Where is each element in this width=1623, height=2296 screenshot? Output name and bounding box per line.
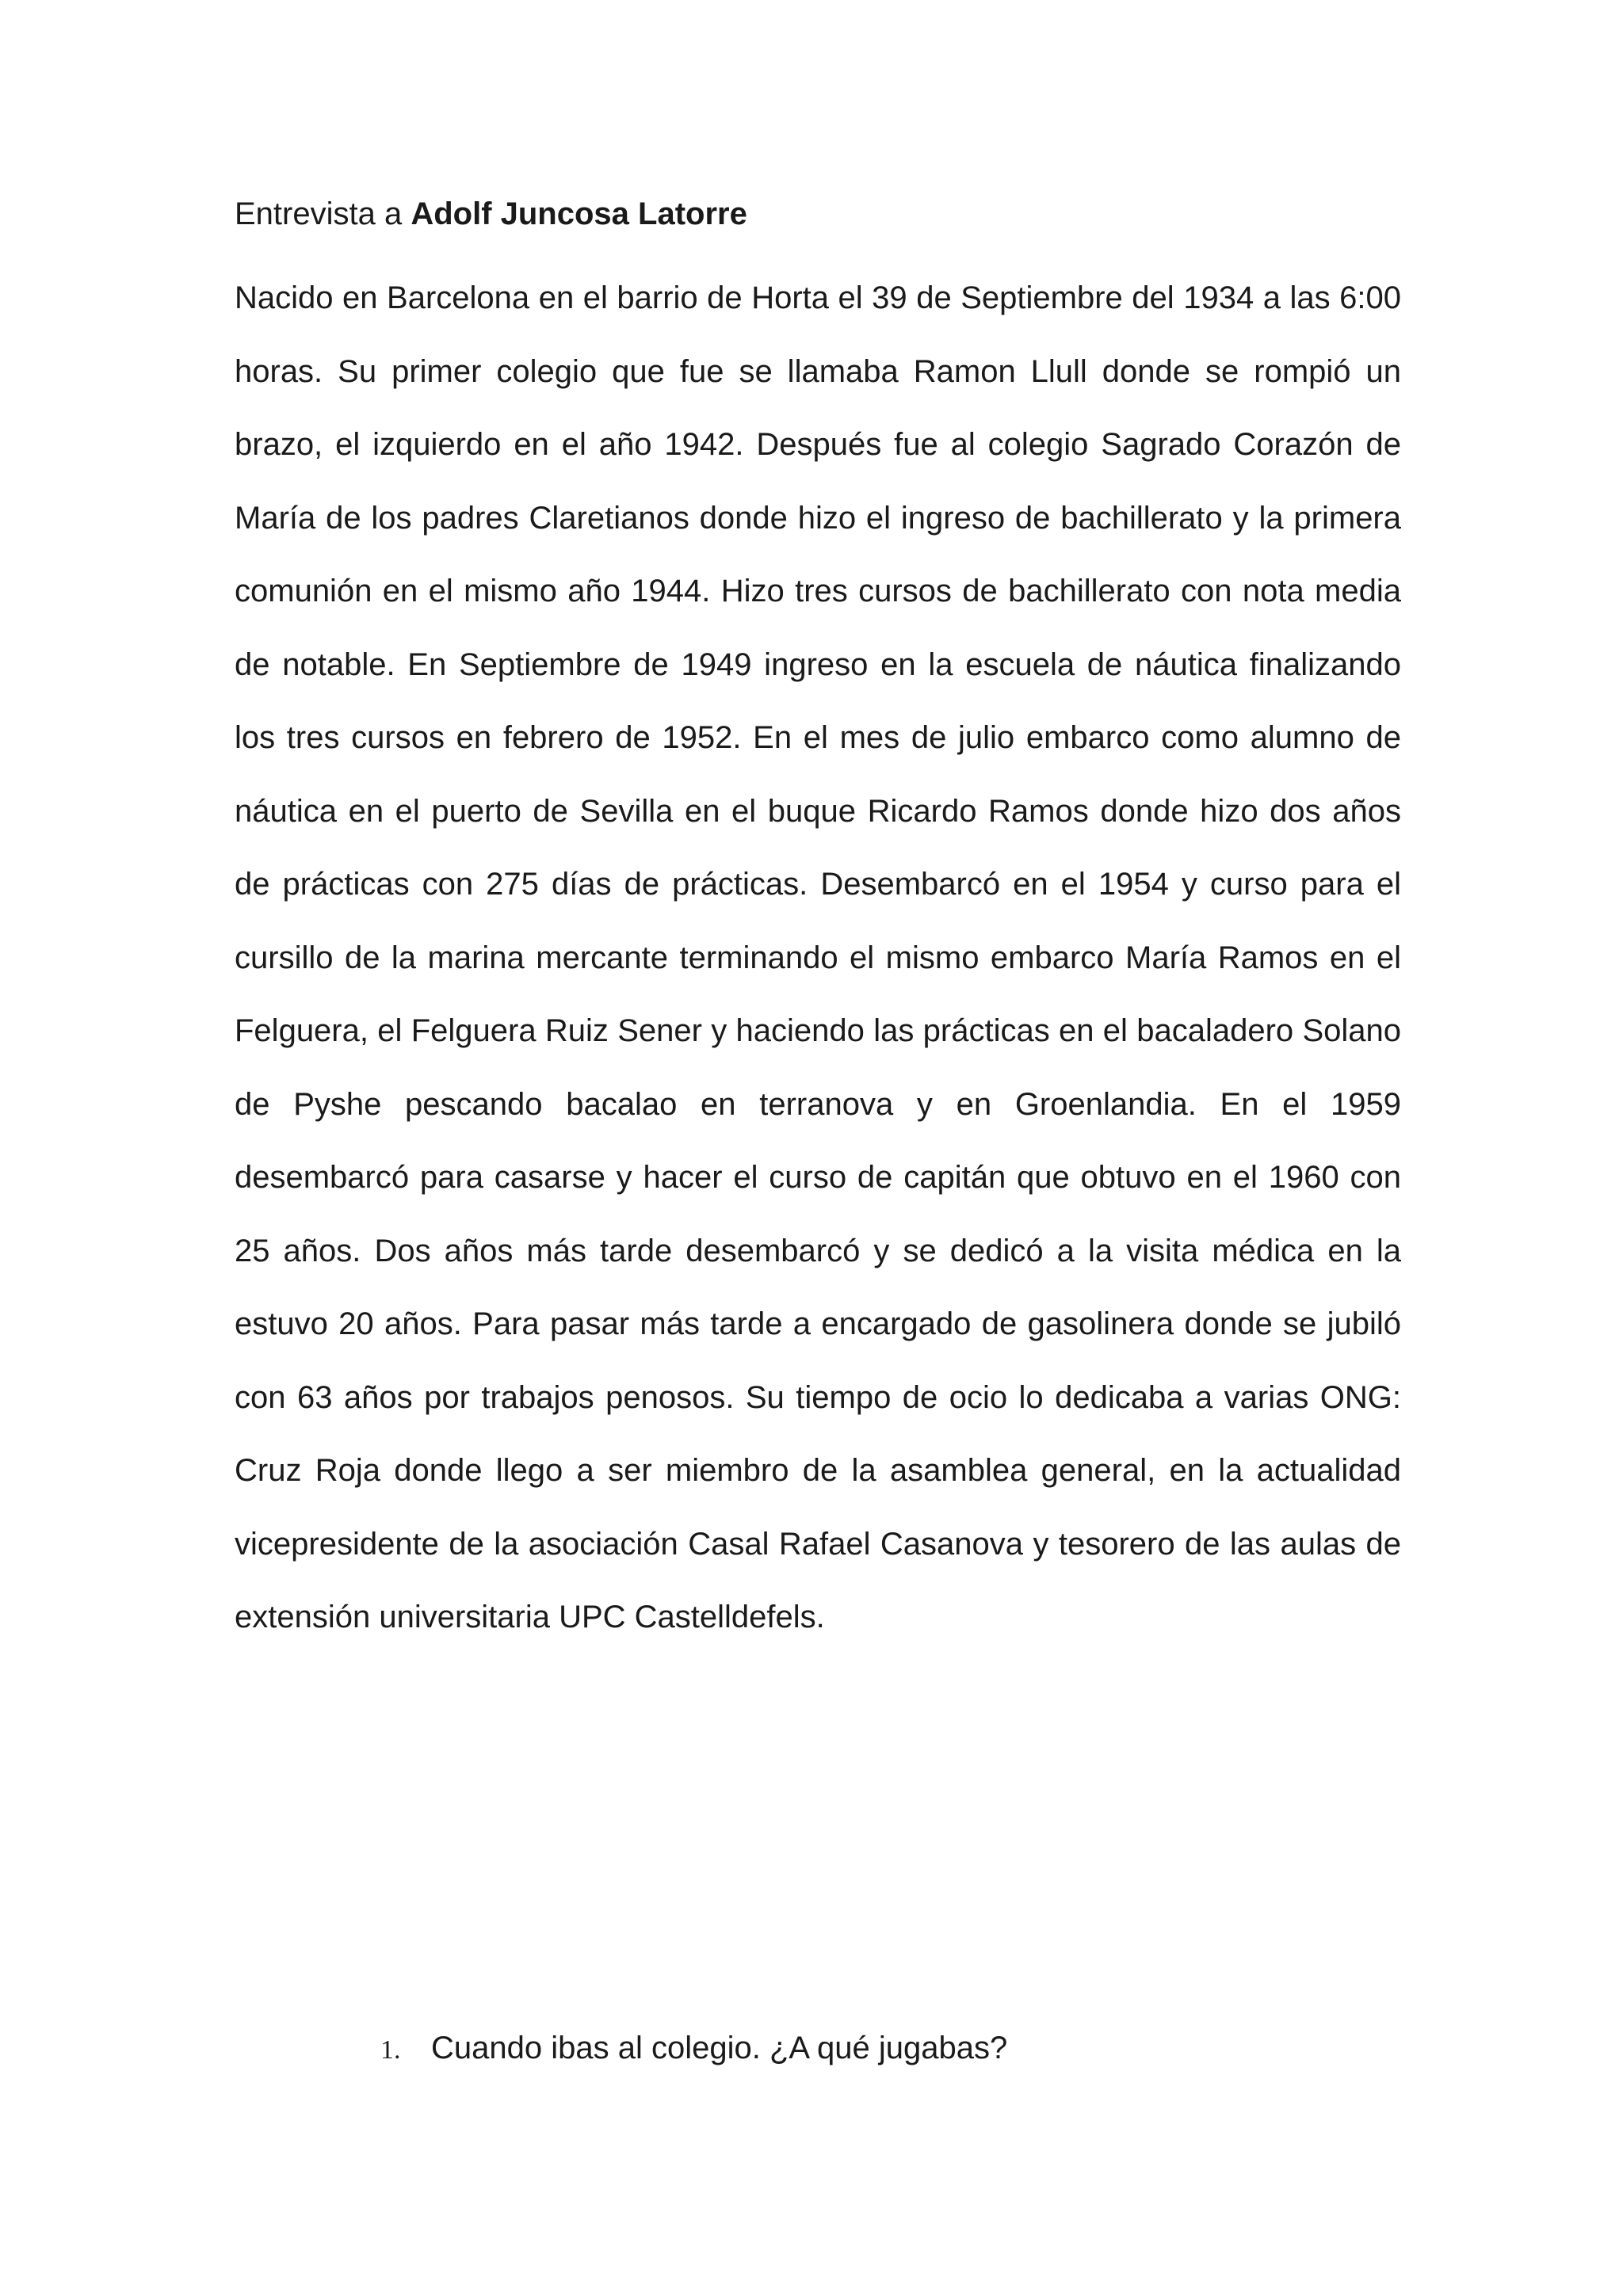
biography-paragraph: Nacido en Barcelona en el barrio de Horta el 39 de Septiembre del 1934 a las 6:00 horas. Su primer colegio que fue se llamaba Ramon Llull donde se rompió un brazo, el izquierdo en el año 1942. Después fue al colegio Sagrado Corazón de María de los padres Claretianos donde hizo el ingreso de bachillerato y la primera comunión en el mismo año 1944. Hizo tres cursos de bachillerato con nota media de notable. En Septiembre de 1949 ingreso en la escuela de náutica finalizando los tres cursos en febrero de 1952. En el mes de julio embarco como alumno de náutica en el puerto de Sevilla en el buque Ricardo Ramos donde hizo dos años de prácticas con 275 días de prácticas. Desembarcó en el 1954 y curso para el cursillo de la marina mercante terminando el mismo embarco María Ramos en el Felguera, el Felguera Ruiz Sener y haciendo las prácticas en el bacaladero Solano de Pyshe pescando bacalao en terranova y en Groenlandia. En el 1959 desembarcó para casarse y hacer el curso de capitán que obtuvo en el 1960 con 25 años. Dos años más tarde desembarcó y se dedicó a la visita médica en la estuvo 20 años. Para pasar más tarde a encargado de gasolinera donde se jubiló con 63 años por trabajos penosos. Su tiempo de ocio lo dedicaba a varias ONG: Cruz Roja donde llego a ser miembro de la asamblea general, en la actualidad vicepresidente de la asociación Casal Rafael Casanova y tesorero de las aulas de extensión universitaria UPC Castelldefels. [235,280,1401,1634]
question-item [380,2024,1007,2074]
interview-heading [235,190,747,238]
interviewee-name: Adolf Juncosa Latorre [411,196,747,231]
question-number: 1. [380,2035,401,2065]
question-text: Cuando ibas al colegio. ¿A qué jugabas? [431,2031,1008,2065]
heading-prefix: Entrevista a [235,196,411,231]
